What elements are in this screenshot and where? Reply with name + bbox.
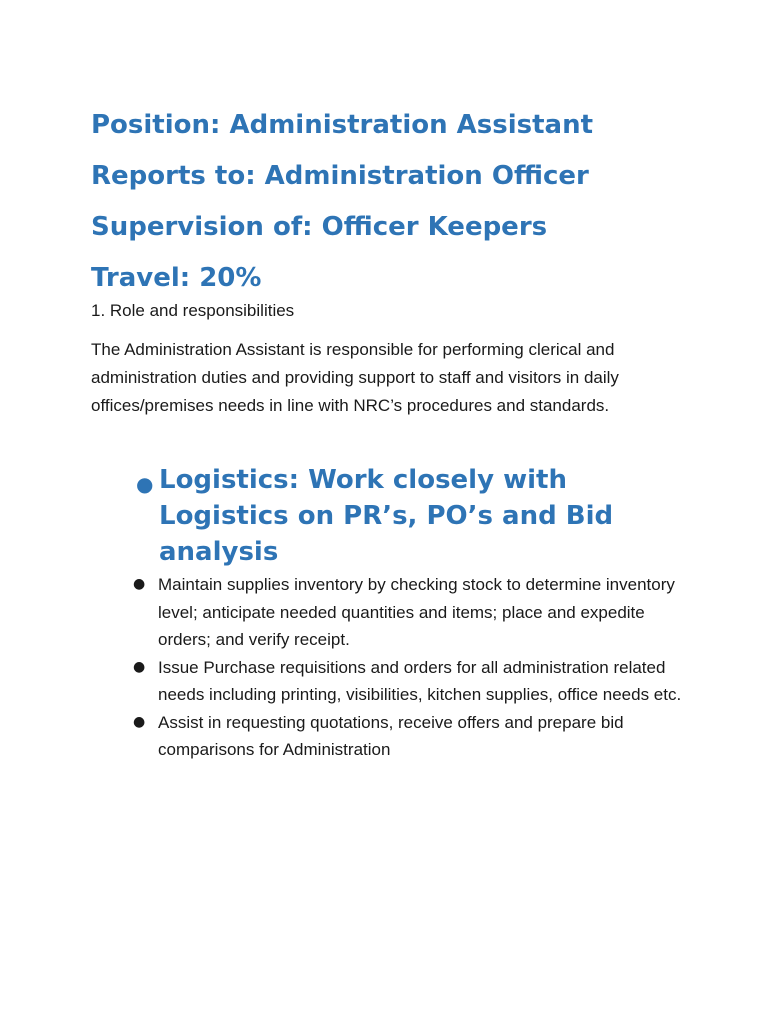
reports-to-line: Reports to: Administration Officer <box>91 161 589 191</box>
responsibility-list <box>133 571 693 764</box>
list-item-text: Assist in requesting quotations, receive offers and prepare bid comparisons for Administration <box>158 712 624 759</box>
position-line: Position: Administration Assistant <box>91 110 594 140</box>
list-item-text: Issue Purchase requisitions and orders for all administration related needs including printing, visibilities, kitchen supplies, office needs etc. <box>158 657 682 704</box>
list-item <box>133 709 693 764</box>
list-item-text: Maintain supplies inventory by checking stock to determine inventory level; anticipate needed quantities and items; place and expedite orders; and verify receipt. <box>158 575 675 649</box>
list-item <box>133 571 693 654</box>
list-item <box>133 654 693 709</box>
logistics-subheading-text: Logistics: Work closely with Logistics on PR’s, PO’s and Bid analysis <box>159 465 614 567</box>
supervision-line: Supervision of: Officer Keepers <box>91 212 548 242</box>
logistics-subheading <box>136 462 676 570</box>
bullet-icon: ● <box>136 472 154 496</box>
bullet-icon: ● <box>133 576 146 592</box>
travel-line: Travel: 20% <box>91 263 262 293</box>
section-label: 1. Role and responsibilities <box>91 301 295 320</box>
bullet-icon: ● <box>133 658 146 675</box>
intro-paragraph: The Administration Assistant is responsible for performing clerical and administration duties and providing support to staff and visitors in daily offices/premises needs in line with NRC’s procedures and standards. <box>91 340 619 415</box>
bullet-icon: ● <box>133 713 146 730</box>
